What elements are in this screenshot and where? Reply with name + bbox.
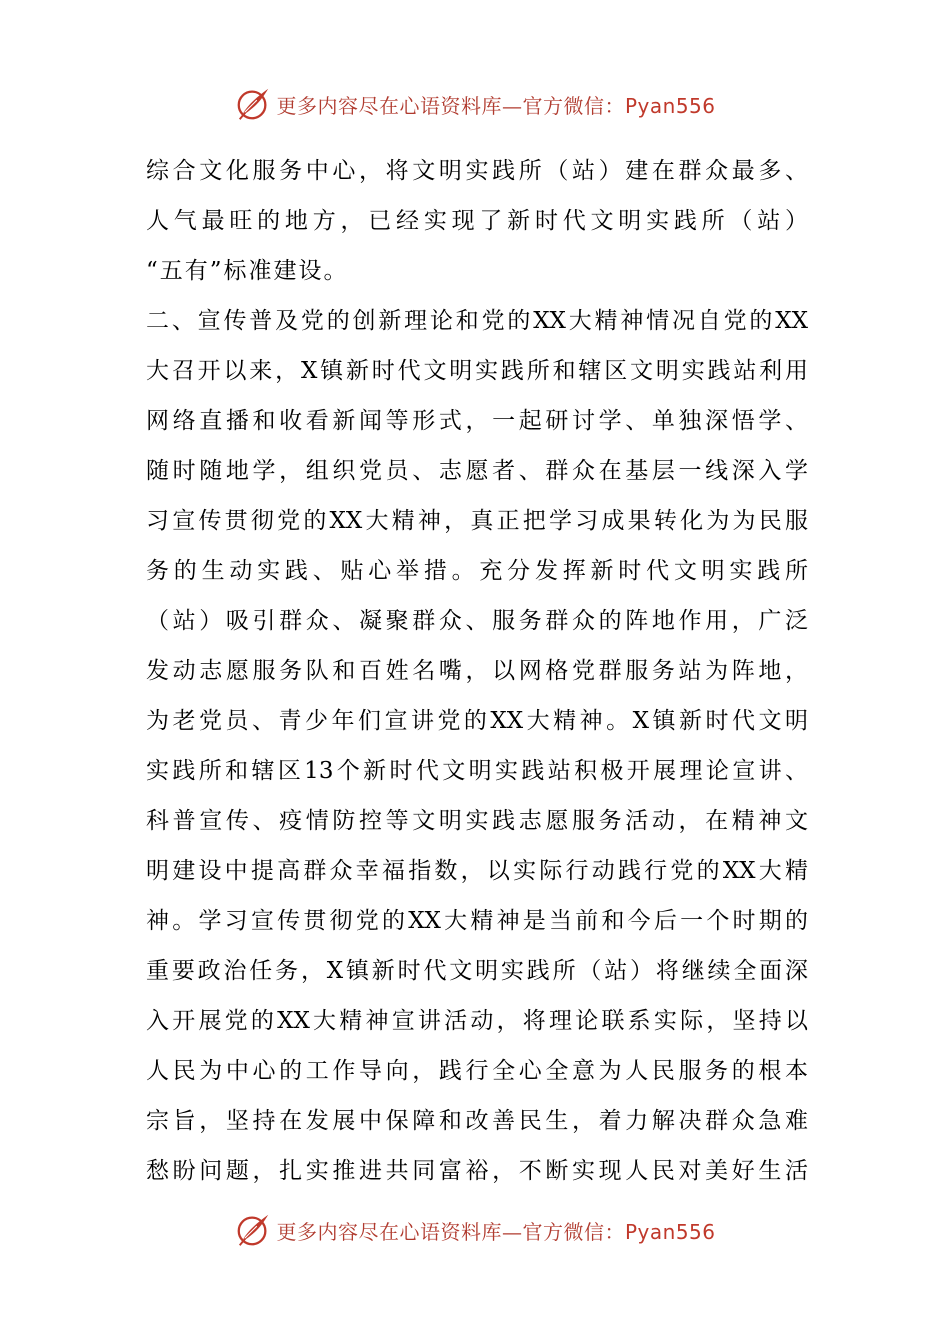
body-line: 宗旨，坚持在发展中保障和改善民生，着力解决群众急难 xyxy=(146,1108,808,1134)
body-line: 为老党员、青少年们宣讲党的XX大精神。X镇新时代文明 xyxy=(146,708,808,734)
footer-wechat-id: Pyan556 xyxy=(624,1219,716,1244)
body-line: （站）吸引群众、凝聚群众、服务群众的阵地作用，广泛 xyxy=(146,608,808,634)
body-line: 务的生动实践、贴心举措。充分发挥新时代文明实践所 xyxy=(146,558,808,584)
header-wechat-label: 官方微信： xyxy=(522,93,625,118)
header-site-name: 更多内容尽在心语资料库 xyxy=(276,93,502,118)
header-separator: — xyxy=(501,93,523,118)
header-banner-text xyxy=(276,90,715,119)
quill-logo-icon xyxy=(234,85,272,123)
body-line: 综合文化服务中心，将文明实践所（站）建在群众最多、 xyxy=(146,158,808,184)
header-watermark-banner xyxy=(0,82,950,126)
body-line: 重要政治任务，X镇新时代文明实践所（站）将继续全面深 xyxy=(146,958,808,984)
footer-separator: — xyxy=(501,1219,523,1244)
body-line: 神。学习宣传贯彻党的XX大精神是当前和今后一个时期的 xyxy=(146,908,808,934)
body-line: 大召开以来，X镇新时代文明实践所和辖区文明实践站利用 xyxy=(146,358,808,384)
header-wechat-id: Pyan556 xyxy=(624,93,716,118)
footer-banner-text xyxy=(276,1216,715,1245)
footer-wechat-label: 官方微信： xyxy=(522,1219,625,1244)
footer-watermark-banner xyxy=(0,1208,950,1252)
body-line: 网络直播和收看新闻等形式，一起研讨学、单独深悟学、 xyxy=(146,408,808,434)
body-line: 人气最旺的地方，已经实现了新时代文明实践所（站） xyxy=(146,208,808,234)
quill-logo-icon xyxy=(234,1211,272,1249)
body-line: 愁盼问题，扎实推进共同富裕，不断实现人民对美好生活 xyxy=(146,1158,808,1184)
body-line: “五有”标准建设。 xyxy=(146,258,349,284)
body-line: 发动志愿服务队和百姓名嘴，以网格党群服务站为阵地， xyxy=(146,658,808,684)
body-line: 实践所和辖区13个新时代文明实践站积极开展理论宣讲、 xyxy=(146,758,808,784)
body-line: 科普宣传、疫情防控等文明实践志愿服务活动，在精神文 xyxy=(146,808,808,834)
body-line: 人民为中心的工作导向，践行全心全意为人民服务的根本 xyxy=(146,1058,808,1084)
body-line: 习宣传贯彻党的XX大精神，真正把学习成果转化为为民服 xyxy=(146,508,808,534)
document-body xyxy=(146,146,808,1196)
body-line: 随时随地学，组织党员、志愿者、群众在基层一线深入学 xyxy=(146,458,808,484)
footer-site-name: 更多内容尽在心语资料库 xyxy=(276,1219,502,1244)
body-line: 明建设中提高群众幸福指数，以实际行动践行党的XX大精 xyxy=(146,858,808,884)
body-line: 二、宣传普及党的创新理论和党的XX大精神情况自党的XX xyxy=(146,308,808,334)
body-line: 入开展党的XX大精神宣讲活动，将理论联系实际，坚持以 xyxy=(146,1008,808,1034)
